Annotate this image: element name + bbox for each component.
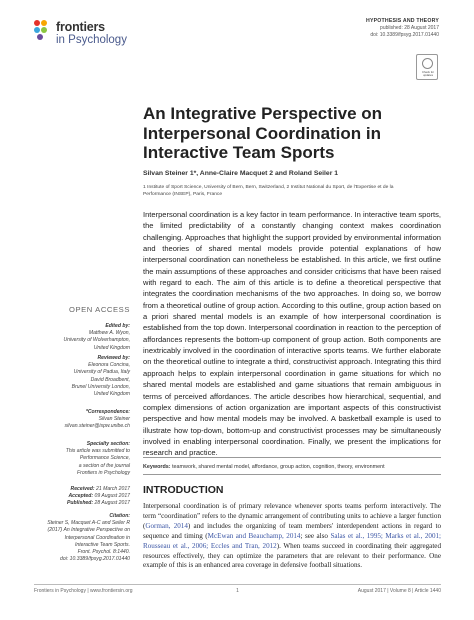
- specialty-text: Performance Science,: [79, 455, 130, 462]
- editor-affiliation: United Kingdom: [93, 344, 130, 351]
- article-authors: Silvan Steiner 1*, Anne-Claire Macquet 2 and Roland Seiler 1: [143, 170, 339, 177]
- published-date-side: [32, 500, 130, 507]
- footer-volume-info: August 2017 | Volume 8 | Article 1440: [357, 588, 441, 594]
- citation-link[interactable]: Gorman, 2014: [145, 521, 188, 530]
- check-for-updates-button[interactable]: [416, 54, 438, 80]
- divider: [143, 474, 441, 475]
- footer-journal-link[interactable]: Frontiers in Psychology | www.frontiersin.org: [34, 588, 133, 594]
- received-date: [32, 486, 130, 493]
- edited-by-label: Edited by:: [105, 323, 130, 329]
- page-footer: [34, 588, 441, 598]
- affiliation-line: Performance (INSEP), Paris, France: [143, 192, 223, 198]
- journal-logo[interactable]: [34, 18, 154, 48]
- dates-block: [32, 486, 130, 508]
- reviewed-by-label: Reviewed by:: [97, 355, 130, 361]
- reviewer-affiliation: United Kingdom: [93, 391, 130, 398]
- reviewer-affiliation: University of Padua, Italy: [73, 369, 130, 376]
- citation-text: Front. Psychol. 8:1440.: [77, 549, 130, 556]
- correspondence-label: *Correspondence:: [85, 409, 130, 415]
- correspondence-name: Silvan Steiner: [98, 416, 130, 423]
- article-title: An Integrative Perspective on Interpersonal Coordination in Interactive Team Sports: [143, 104, 383, 162]
- citation-doi[interactable]: doi: 10.3389/fpsyg.2017.01440: [60, 556, 130, 563]
- article-meta: [366, 18, 439, 40]
- article-section: HYPOTHESIS AND THEORY: [366, 18, 439, 24]
- citation-text: Steiner S, Macquet A-C and Seiler R: [47, 520, 130, 527]
- updates-label: Check for updates: [422, 70, 434, 78]
- logo-journal-name: in Psychology: [56, 34, 127, 46]
- abstract: Interpersonal coordination is a key factor in team performance. In interactive team sports, the limited predictability of a constantly changing context makes coordination challenging. Approaches that highlight the support provided by environmental information and theories of shared mental models provide potential explanations of how interpersonal coordination can nonetheless be established. In this article, we first outline the main assumptions of these approaches and consider criticisms that have been raised with regard to each. The aim of this article is to define a theoretical perspective that integrates the coordination mechanisms of the two approaches. In doing so, we borrow from a theoretical outline of group action. According to this outline, group action based on a priori shared mental models is an example of how interpersonal coordination is established from the top down. Interpersonal coordination in reaction to the perception of affordances represents the bottom-up component of group action. Both components are inextricably involved in the coordination of interactive sports teams. We further elaborate on the theoretical outline to integrate a third, constructivist approach. Integrating this third approach helps to explain interpersonal coordination in game situations for which no shared mental models are established and game situations that remain ambiguous in terms of perceived affordances. The article describes how hierarchical, sequential, and complex dimensions of action organization are important aspects of this constructivist perspective and how mental models may be involved. A basketball example is used to illustrate how top-down, bottom-up and constructivist processes may be simultaneously involved in enabling interpersonal coordination. Finally, we present the implications for research and practice.: [143, 210, 441, 458]
- accepted-value: 09 August 2017: [94, 493, 130, 500]
- reviewer-affiliation: Brunel University London,: [71, 383, 130, 390]
- citation-text: Interactive Team Sports.: [74, 541, 130, 548]
- keywords-label: Keywords:: [143, 464, 171, 470]
- frontiers-logo-icon: [34, 20, 54, 40]
- divider: [143, 457, 441, 458]
- logo-wordmark: frontiers: [56, 20, 105, 34]
- accepted-label: Accepted:: [68, 493, 94, 500]
- citation-text: (2017) An Integrative Perspective on: [47, 527, 130, 534]
- published-value: 28 August 2017: [94, 500, 130, 507]
- affiliation-line: 1 Institute of Sport Science, University of Bern, Bern, Switzerland, 2 Institut National du Sport, de l'Expertise et de la: [143, 185, 394, 190]
- page-number: 1: [236, 588, 239, 594]
- editor-affiliation: University of Wolverhampton,: [63, 337, 130, 344]
- reviewer-name: Eleonora Concina,: [88, 362, 130, 369]
- article-doi[interactable]: doi: 10.3389/fpsyg.2017.01440: [370, 32, 439, 39]
- affiliations: [143, 184, 443, 199]
- correspondence-block: [32, 409, 130, 431]
- intro-text: ) and includes the organizing of team members' interdependent actions in regard to sequence and timing (: [143, 521, 441, 540]
- citation-text: Interpersonal Coordination in: [64, 534, 130, 541]
- reviewed-by-block: [32, 355, 130, 398]
- received-value: 21 March 2017: [96, 486, 130, 492]
- edited-by-block: [32, 323, 130, 352]
- specialty-text: This article was submitted to: [65, 448, 130, 455]
- intro-text: Interpersonal coordination is of primary relevance whenever sports teams perform interactively. The term “coordination” refers to the dynamic arrangement of contributing units to achieve a larger function (: [143, 502, 441, 530]
- published-date: published: 28 August 2017: [380, 25, 439, 32]
- citation-link[interactable]: McEwan and Beauchamp, 2014: [207, 531, 301, 540]
- specialty-block: [32, 441, 130, 477]
- published-label: Published:: [67, 500, 94, 507]
- correspondence-email[interactable]: silvan.steiner@ispw.unibe.ch: [64, 423, 130, 430]
- citation-block: [32, 513, 130, 563]
- citation-label: Citation:: [109, 513, 130, 519]
- citation-link[interactable]: Salas et al., 1995; Marks et al., 2001; Rousseau et al., 2006; Eccles and Tran, 2012: [143, 531, 442, 550]
- updates-icon: [422, 58, 433, 69]
- accepted-date: [32, 493, 130, 500]
- specialty-text: a section of the journal: [78, 462, 130, 469]
- intro-text: ; see also: [300, 531, 331, 540]
- open-access-label: OPEN ACCESS: [68, 305, 130, 314]
- keywords: [143, 464, 441, 471]
- received-label: Received:: [70, 486, 95, 492]
- specialty-text: Frontiers in Psychology: [77, 469, 130, 476]
- introduction-paragraph: [143, 502, 441, 571]
- editor-name: Matthew A. Wyon,: [88, 330, 130, 337]
- reviewer-name: David Broadbent,: [90, 376, 130, 383]
- section-heading-introduction: INTRODUCTION: [143, 484, 224, 496]
- intro-text: ). When teams succeed in coordinating their aggregated resources effectively, they can optimize the parameters that are relevant to their performance. One example of this is an enhanced area coverage in defensive football situations.: [143, 541, 441, 570]
- specialty-label: Specialty section:: [86, 441, 130, 447]
- keywords-list: teamwork, shared mental model, affordance, group action, cognition, theory, environment: [172, 464, 385, 470]
- footer-divider: [34, 584, 441, 585]
